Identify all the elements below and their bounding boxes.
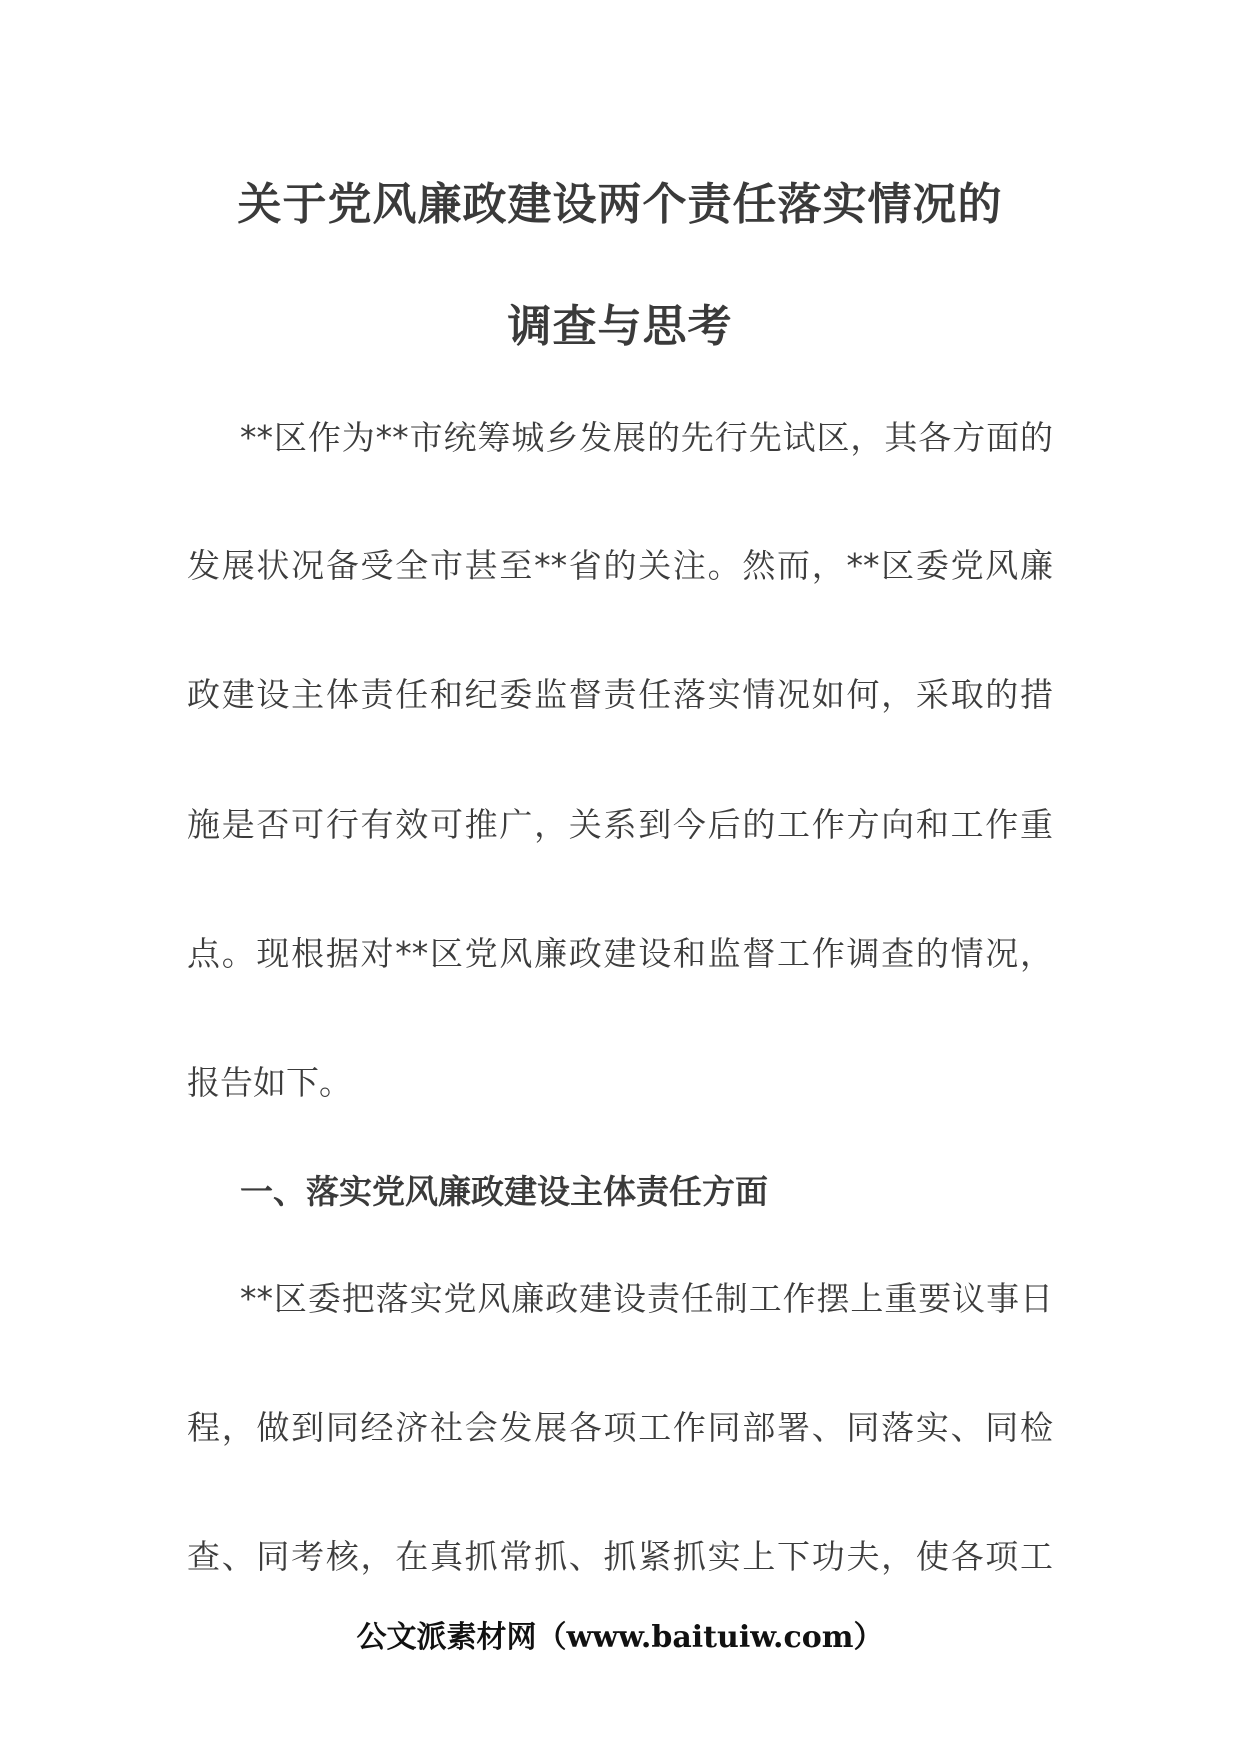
- paragraph-2-line-1: **区委把落实党风廉政建设责任制工作摆上重要议事日: [240, 1279, 1053, 1318]
- paragraph-1-line-5: 点。现根据对**区党风廉政建设和监督工作调查的情况，: [187, 934, 1053, 973]
- paragraph-1-line-4: 施是否可行有效可推广，关系到今后的工作方向和工作重: [187, 805, 1053, 844]
- paragraph-2-line-2: 程，做到同经济社会发展各项工作同部署、同落实、同检: [187, 1408, 1053, 1447]
- paragraph-1-line-6: 报告如下。: [187, 1063, 352, 1102]
- paragraph-1-line-3: 政建设主体责任和纪委监督责任落实情况如何，采取的措: [187, 675, 1053, 714]
- document-title-line-2: 调查与思考: [507, 301, 733, 352]
- paragraph-1-line-2: 发展状况备受全市甚至**省的关注。然而，**区委党风廉: [187, 546, 1053, 585]
- paragraph-1-line-1: **区作为**市统筹城乡发展的先行先试区，其各方面的: [240, 418, 1053, 457]
- section-1-heading: 一、落实党风廉政建设主体责任方面: [240, 1172, 768, 1211]
- document-title-line-1: 关于党风廉政建设两个责任落实情况的: [237, 179, 1003, 230]
- paragraph-2-line-3: 查、同考核，在真抓常抓、抓紧抓实上下功夫，使各项工: [187, 1537, 1053, 1576]
- footer-watermark: 公文派素材网（www.baituiw.com）: [356, 1620, 884, 1655]
